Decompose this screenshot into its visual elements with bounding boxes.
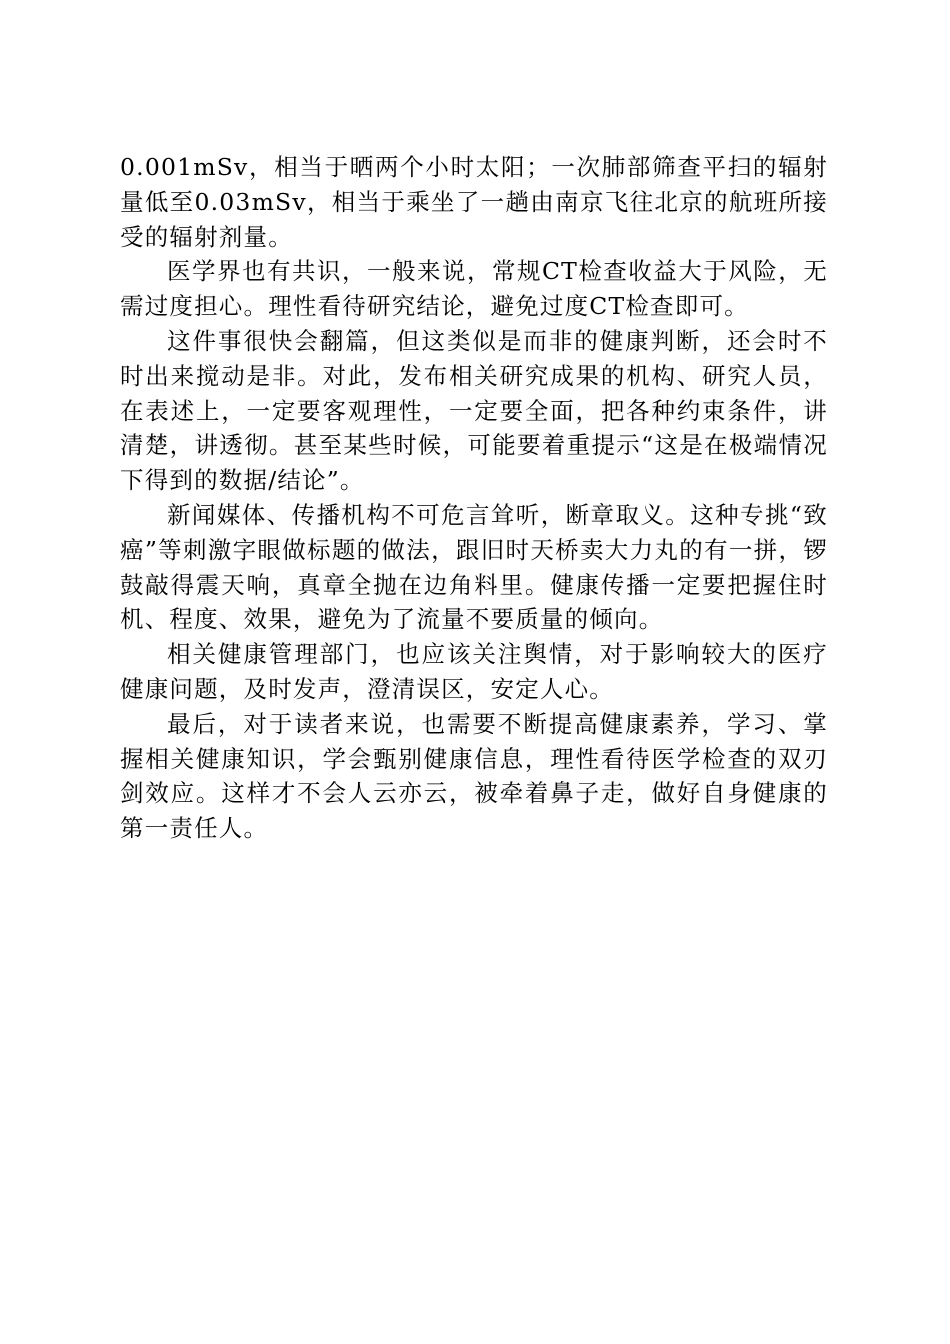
paragraph-consensus: 医学界也有共识，一般来说，常规CT检查收益大于风险，无需过度担心。理性看待研究结论，避免过度CT检查即可。 [120,257,828,321]
paragraph-readers: 最后，对于读者来说，也需要不断提高健康素养，学习、掌握相关健康知识，学会甄别健康信息，理性看待医学检查的双刃剑效应。这样才不会人云亦云，被牵着鼻子走，做好自身健康的第一责任人。 [120,709,828,843]
article-body [120,150,828,846]
paragraph-continuation: 0.001mSv，相当于晒两个小时太阳；一次肺部筛查平扫的辐射量低至0.03mSv，相当于乘坐了一趟由南京飞往北京的航班所接受的辐射剂量。 [120,153,828,251]
paragraph-media: 新闻媒体、传播机构不可危言耸听，断章取义。这种专挑“致癌”等刺激字眼做标题的做法，跟旧时天桥卖大力丸的有一拼，锣鼓敲得震天响，真章全抛在边角料里。健康传播一定要把握住时机、程度、效果，避免为了流量不要质量的倾向。 [120,500,828,634]
paragraph-researchers: 这件事很快会翻篇，但这类似是而非的健康判断，还会时不时出来搅动是非。对此，发布相关研究成果的机构、研究人员，在表述上，一定要客观理性，一定要全面，把各种约束条件，讲清楚，讲透彻。甚至某些时候，可能要着重提示“这是在极端情况下得到的数据/结论”。 [120,326,828,495]
paragraph-authorities: 相关健康管理部门，也应该关注舆情，对于影响较大的医疗健康问题，及时发声，澄清误区，安定人心。 [120,640,828,703]
